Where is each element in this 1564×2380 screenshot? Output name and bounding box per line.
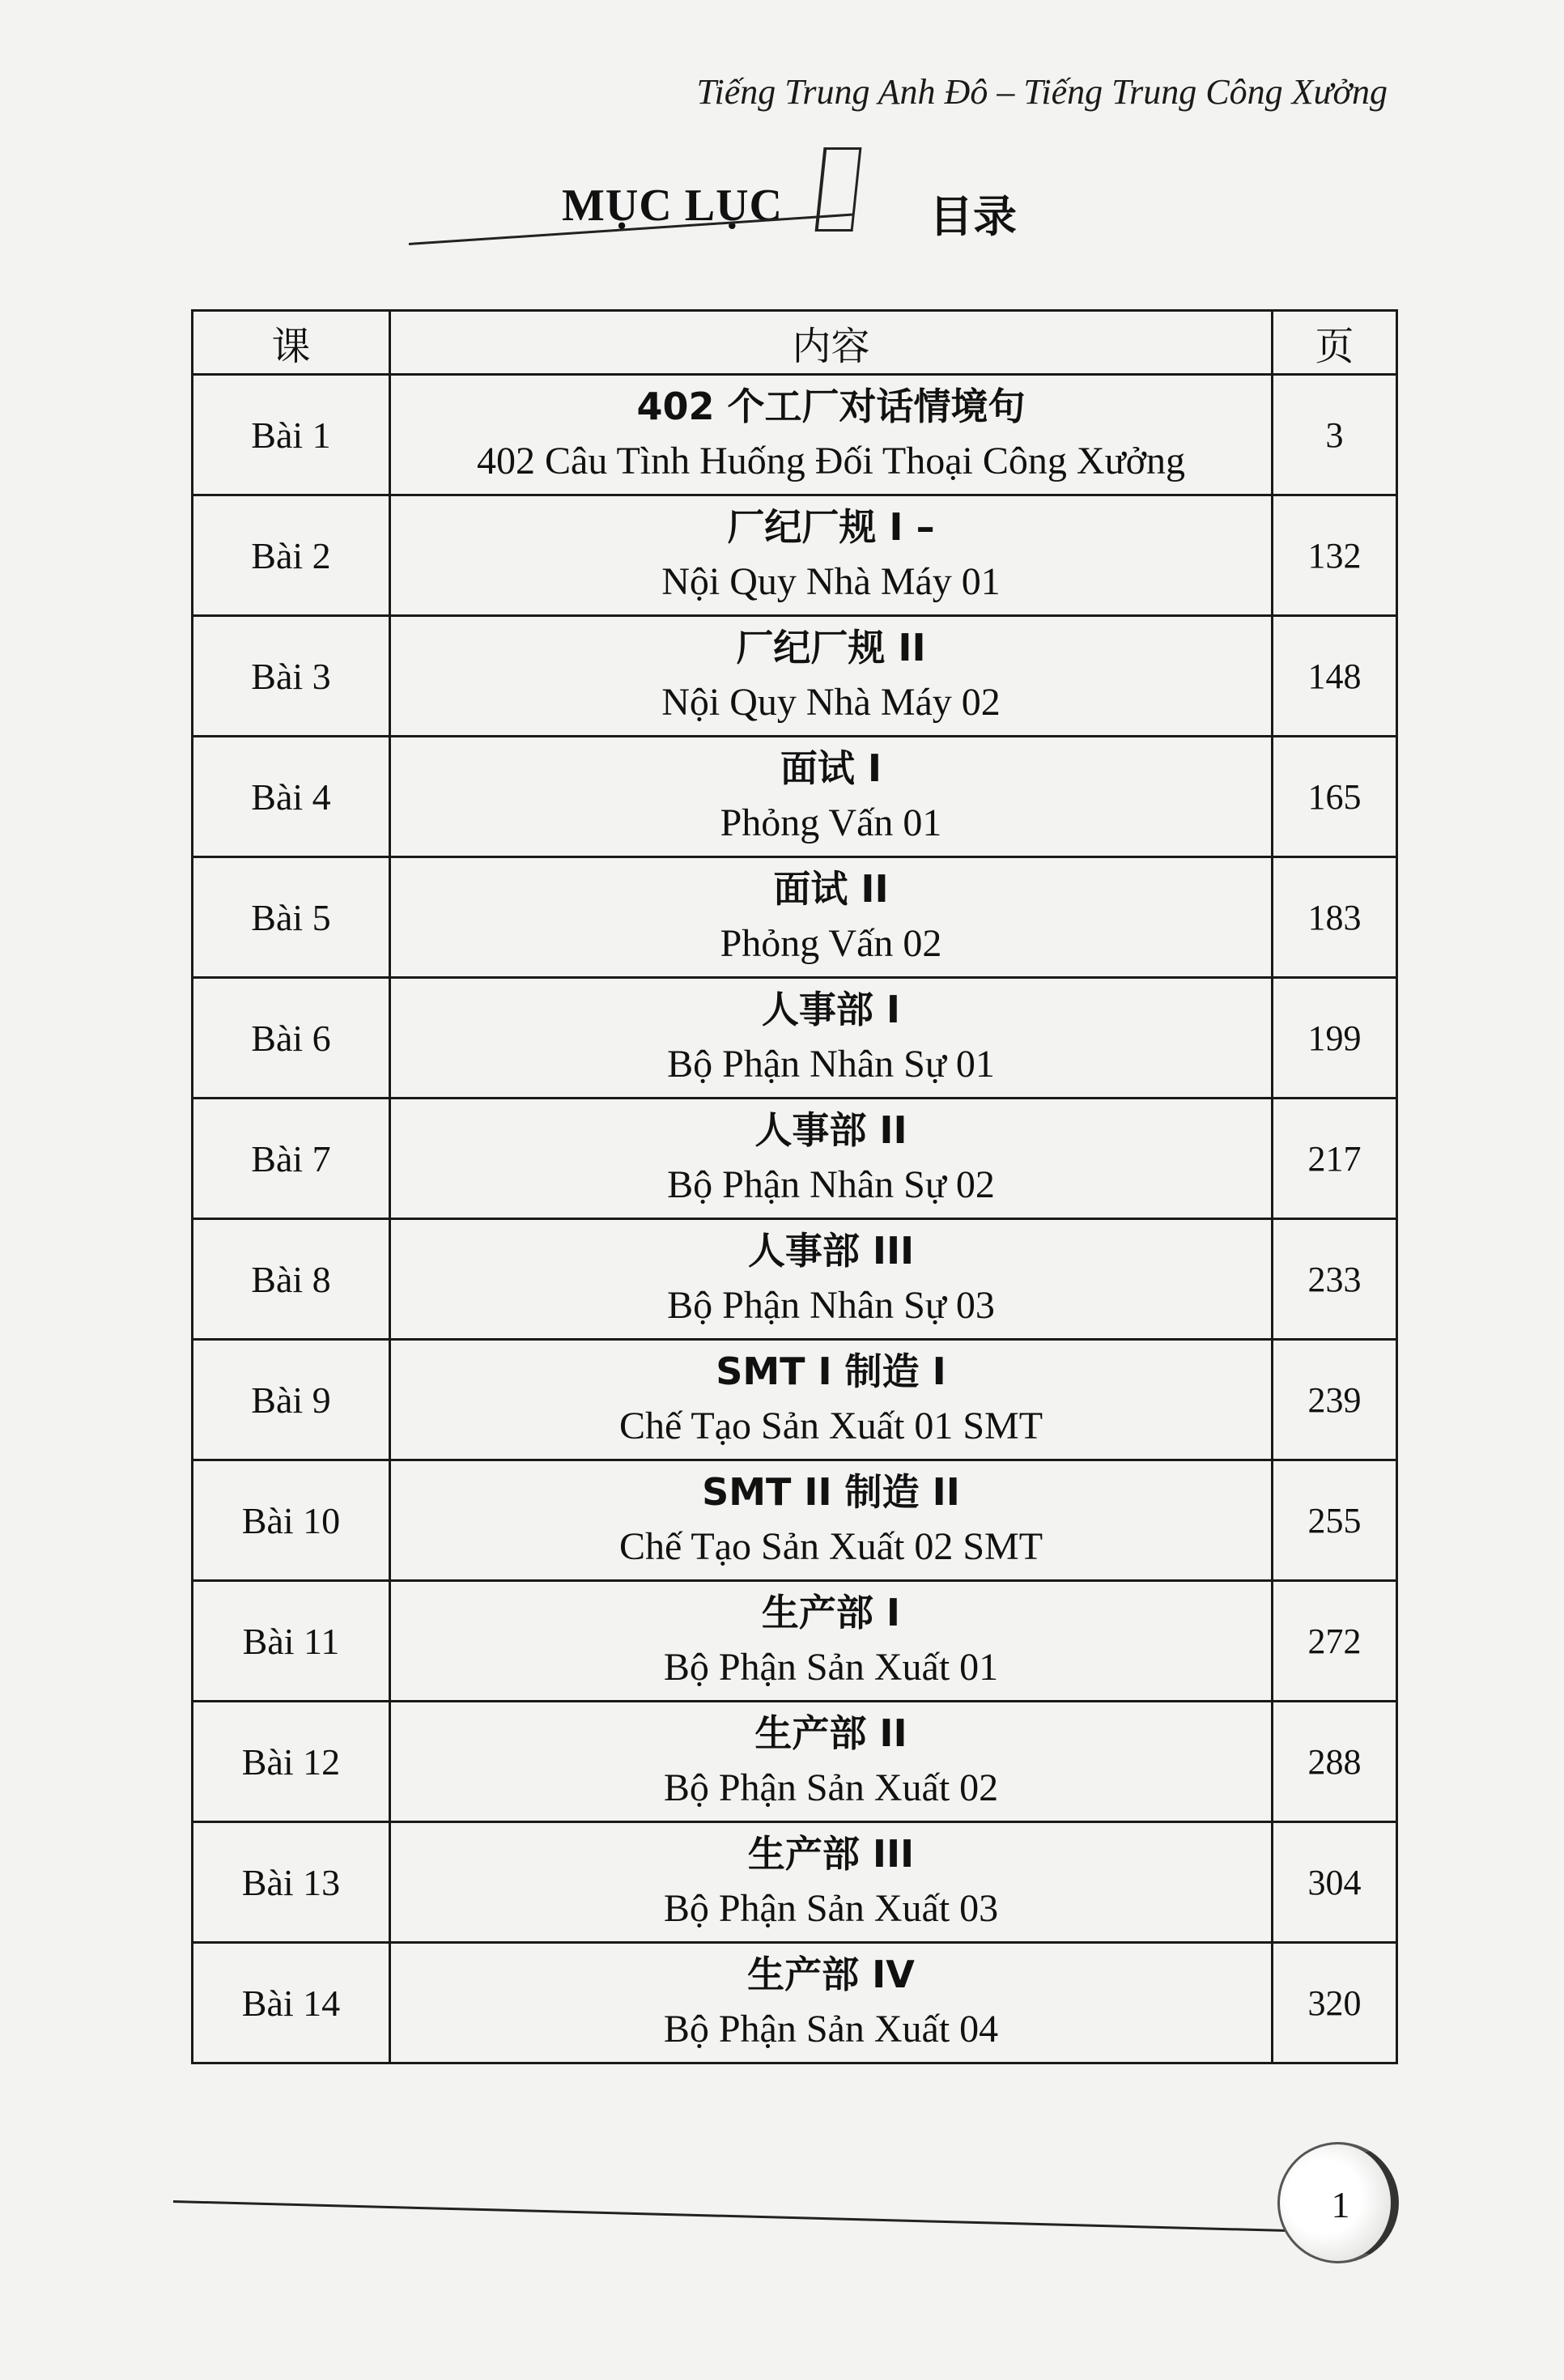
lesson-title-vi: Bộ Phận Sản Xuất 04 <box>663 2008 999 2051</box>
lesson-title-zh: 生产部 IV <box>747 1953 915 1996</box>
table-row <box>193 1099 1397 1219</box>
lesson-title-cell <box>390 978 1273 1099</box>
lesson-number: Bài 9 <box>193 1340 390 1460</box>
lesson-title-cell <box>390 1219 1273 1340</box>
table-row <box>193 737 1397 857</box>
lesson-title-zh: SMT II 制造 II <box>702 1470 960 1514</box>
lesson-title-zh: 厂纪厂规 I – <box>727 505 935 549</box>
lesson-title-cell <box>390 616 1273 737</box>
toc-header-row <box>193 311 1397 375</box>
column-header-page: 页 <box>1273 311 1397 375</box>
table-row <box>193 1943 1397 2063</box>
lesson-title-zh: 面试 II <box>773 867 889 911</box>
lesson-page: 288 <box>1273 1702 1397 1822</box>
lesson-title-zh: 人事部 III <box>747 1229 915 1273</box>
running-header: Tiếng Trung Anh Đô – Tiếng Trung Công Xưởng <box>696 72 1388 112</box>
lesson-number: Bài 7 <box>193 1099 390 1219</box>
lesson-page: 320 <box>1273 1943 1397 2063</box>
table-row <box>193 1219 1397 1340</box>
lesson-page: 199 <box>1273 978 1397 1099</box>
lesson-title-zh: 人事部 II <box>754 1108 907 1152</box>
lesson-number: Bài 10 <box>193 1460 390 1581</box>
lesson-page: 255 <box>1273 1460 1397 1581</box>
lesson-title-cell <box>390 1460 1273 1581</box>
lesson-title-cell <box>390 1099 1273 1219</box>
lesson-title-vi: 402 Câu Tình Huống Đối Thoại Công Xưởng <box>477 440 1185 482</box>
lesson-title-zh: 人事部 I <box>761 988 901 1031</box>
lesson-number: Bài 2 <box>193 495 390 616</box>
lesson-title-cell <box>390 1822 1273 1943</box>
lesson-number: Bài 12 <box>193 1702 390 1822</box>
lesson-title-cell <box>390 857 1273 978</box>
lesson-page: 165 <box>1273 737 1397 857</box>
lesson-page: 239 <box>1273 1340 1397 1460</box>
lesson-title-cell <box>390 1581 1273 1702</box>
table-row <box>193 1581 1397 1702</box>
toc-heading-vi: MỤC LỤC <box>562 181 783 231</box>
lesson-page: 304 <box>1273 1822 1397 1943</box>
column-header-lesson: 课 <box>193 311 390 375</box>
table-row <box>193 495 1397 616</box>
page-number: 1 <box>1331 2184 1350 2225</box>
lesson-number: Bài 14 <box>193 1943 390 2063</box>
lesson-title-zh: 402 个工厂对话情境句 <box>636 385 1026 428</box>
lesson-title-vi: Nội Quy Nhà Máy 02 <box>661 681 1001 724</box>
lesson-title-vi: Bộ Phận Nhân Sự 03 <box>667 1284 995 1327</box>
table-row <box>193 1460 1397 1581</box>
table-row <box>193 978 1397 1099</box>
lesson-title-vi: Chế Tạo Sản Xuất 02 SMT <box>618 1525 1043 1568</box>
lesson-title-zh: 厂纪厂规 II <box>736 626 926 669</box>
lesson-title-vi: Phỏng Vấn 02 <box>720 922 942 965</box>
lesson-number: Bài 13 <box>193 1822 390 1943</box>
lesson-title-zh: 生产部 III <box>747 1832 915 1876</box>
lesson-title-vi: Bộ Phận Nhân Sự 01 <box>667 1043 995 1086</box>
toc-body <box>193 375 1397 2063</box>
lesson-title-cell <box>390 1702 1273 1822</box>
lesson-title-zh: 生产部 I <box>761 1591 901 1634</box>
lesson-title-cell <box>390 737 1273 857</box>
lesson-number: Bài 8 <box>193 1219 390 1340</box>
lesson-title-vi: Nội Quy Nhà Máy 01 <box>661 560 1001 603</box>
lesson-title-vi: Bộ Phận Sản Xuất 01 <box>663 1646 999 1689</box>
lesson-page: 233 <box>1273 1219 1397 1340</box>
heading-ornament <box>815 147 862 232</box>
table-row <box>193 1340 1397 1460</box>
lesson-title-vi: Bộ Phận Sản Xuất 02 <box>663 1766 999 1809</box>
lesson-title-cell <box>390 375 1273 495</box>
lesson-page: 148 <box>1273 616 1397 737</box>
table-row <box>193 1702 1397 1822</box>
column-header-content: 内容 <box>390 311 1273 375</box>
lesson-page: 272 <box>1273 1581 1397 1702</box>
lesson-title-vi: Bộ Phận Sản Xuất 03 <box>663 1887 999 1930</box>
footer-rule <box>173 2200 1339 2233</box>
lesson-title-cell <box>390 1943 1273 2063</box>
table-row <box>193 1822 1397 1943</box>
lesson-title-cell <box>390 1340 1273 1460</box>
lesson-page: 183 <box>1273 857 1397 978</box>
page-number-badge <box>1277 2142 1399 2263</box>
lesson-number: Bài 3 <box>193 616 390 737</box>
lesson-page: 132 <box>1273 495 1397 616</box>
lesson-title-zh: 面试 I <box>780 746 882 790</box>
table-row <box>193 616 1397 737</box>
lesson-number: Bài 5 <box>193 857 390 978</box>
toc-table <box>191 309 1398 2064</box>
lesson-page: 3 <box>1273 375 1397 495</box>
lesson-title-vi: Phỏng Vấn 01 <box>720 801 942 844</box>
lesson-number: Bài 4 <box>193 737 390 857</box>
lesson-title-zh: 生产部 II <box>754 1711 907 1755</box>
table-row <box>193 375 1397 495</box>
lesson-title-vi: Chế Tạo Sản Xuất 01 SMT <box>618 1405 1043 1447</box>
lesson-title-cell <box>390 495 1273 616</box>
lesson-page: 217 <box>1273 1099 1397 1219</box>
lesson-number: Bài 11 <box>193 1581 390 1702</box>
table-row <box>193 857 1397 978</box>
lesson-title-vi: Bộ Phận Nhân Sự 02 <box>667 1163 995 1206</box>
lesson-number: Bài 6 <box>193 978 390 1099</box>
lesson-title-zh: SMT I 制造 I <box>716 1349 946 1393</box>
toc-heading-zh: 目录 <box>929 191 1017 242</box>
lesson-number: Bài 1 <box>193 375 390 495</box>
